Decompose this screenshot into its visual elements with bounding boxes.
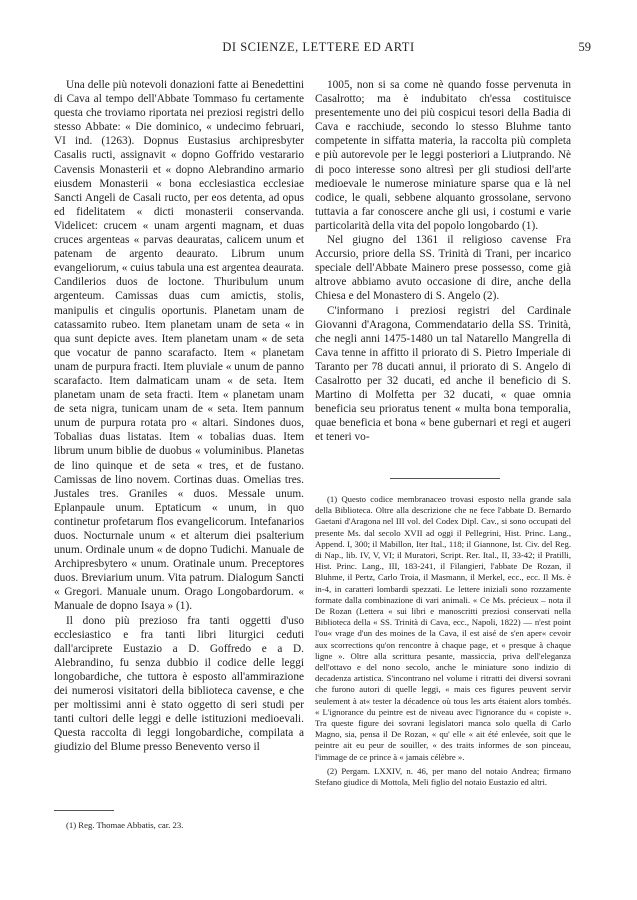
right-paragraph-1: 1005, non si sa come nè quando fosse pervenuta in Casalrotto; ma è indubitato ch'essa costituisce presentemente uno dei più cospicui tesori della Badia di Cava e racchiude, secondo lo stesso Bluhme tanto competente in siffatta materia, la raccolta più completa e più autorevole per le leggi posteriori a Liutprando. Nè di poco interesse sono altresì per gli studiosi dell'arte medioevale le numerose miniature sparse qua e là nel codice, le quali, sebbene alquanto grossolane, servono tuttavia a far conoscere anche gli usi, i costumi e varie particolarità della vita del popolo longobardo (1). (315, 79, 571, 232)
right-column (315, 78, 571, 444)
left-column (54, 78, 304, 755)
page-header (0, 38, 637, 58)
footnote-left-1: (1) Reg. Thomae Abbatis, car. 23. (66, 820, 184, 830)
footnote-right-1: (1) Questo codice membranaceo trovasi esposto nella grande sala della Biblioteca. Oltre alla descrizione che ne fece l'abbate D. Bernardo Gaetani d'Aragona nel III vol. del Codex Dipl. Cav., si sono occupati del presente Ms. dal secolo XVII ad oggi il Pellegrini, Hist. Princ. Lang., Append. I, 300; il Mabillon, Iter Ital., 118; il Giannone, Ist. Civ. del Reg. di Nap., lib. IV, V, VI; il Muratori, Script. Rer. Ital., II, 33-42; il Pratilli, Hist. Princ. Lang., III, 183-241, il Filangieri, l'abbate De Rozan, il Bluhme, il Pertz, Carlo Troia, il Masmann, il Merkel, ecc., ecc. Il Ms. è in-4, in caratteri lombardi spezzati. Le lettere iniziali sono rozzamente formate dalla combinazione di vari animali. « Ce Ms. précieux – nota il De Rozan (Lettera « sui libri e manoscritti preziosi conservati nella Biblioteca della « SS. Trinità di Cava, ecc., Napoli, 1822) — n'est point l'ou« vrage d'un des moines de la Cava, il est aisé de s'en aper« cevoir aux scorrections qu'on rencontre à chaque page, et « presque à chaque ligne ». Oltre alla scrittura pesante, massiccia, priva dell'eleganza dell'ottavo e del nono secolo, anche le miniature sono indizio di decadenza artistica. S'incontrano nel volume i ritratti dei diversi sovrani che furono autori di quelle leggi, « mais ces figures peuvent servir seulement à at« tester la décadence où tous les arts étaient alors tombés. « L'ignorance du peintre est de niveau avec l'ignorance du « copiste ». Tra queste figure dei sovrani legislatori manca solo quella di Carlo Magno, sia, pensa il De Rozan, « qu' elle « ait été enlevée, soit que le peintre ait eu peur de souiller, « des traits informes de son pinceau, l'immage de ce prince à « jamais célèbre ». (315, 494, 571, 762)
left-paragraph-2: Il dono più prezioso fra tanti oggetti d'uso ecclesiastico e fra tanti libri liturgici ceduti dall'arciprete Eustazio a D. Goffredo e a D. Alebrandino, fu senza dubbio il codice delle leggi longobardiche, che tuttora è esposto all'ammirazione dei numerosi visitatori della biblioteca cavense, e che per moltissimi anni è stato oggetto di seri studi per tanti cultori delle leggi e delle istituzioni medioevali. Questa raccolta di leggi longobardiche, compilata a giudizio del Blume presso Benevento verso il (54, 614, 304, 754)
right-footnotes (315, 494, 571, 788)
left-paragraph-1: Una delle più notevoli donazioni fatte ai Benedettini di Cava al tempo dell'Abbate Tommaso fu certamente questa che troviamo riportata nei preziosi registri dello stesso Abbate: « Die dominico, « undecimo februari, VI ind. (1263). Dopnus Eustasius archipresbyter Casalis ructi, assignavit « dopno Goffrido vestarario Cavensis Monasterii et « dopno Alebrandino armario eiusdem Monasterii « bona ecclesiastica ecclesiae Sancti Angeli de Casali ructo, per eos detenta, ad opus ed fidelitatem « dicti monasterii conservanda. Videlicet: crucem « unam argenti magnam, et duas cruces argenteas « parvas deauratas, calicem unum et patenam de argento deaurato. Librum unum evangeliorum, « cuius tabula una est argentea deaurata. Candilerios duos de loctone. Thuribulum unum argenteum. Camissas duas cum amictis, stolis, manipulis et cingulis oportunis. Planetam unam de catassamito rubeo. Item planetam unam de seta « in qua sunt depicte aves. Item planetam unam « de seta que vocatur de panno scarafacto. Item « planetam unam de purpura fracti. Item pluviale « unum de panno scarafacto. Item dalmaticam unam « de seta. Item planetam unam de seta fracti. Item « planetam unam de seta nigra, tunicam unam de « seta. Item pannum unum de purpura rotata pro « altari. Sindones duos, Tobalias duas listatas. Item « tobalias duas. Item librum unum biblie de duobus « voluminibus. Planetas de lino quinque et de seta « tres, et de fustano. Camissas de lino novem. Cortinas duas. Omelias tres. Justales tres. Graniles « duos. Messale unum. Eplanpaule unum. Eptaticum « unum, in quo continetur profetarum flos evangelicorum. Intefanarios duos. Nocturnale unum « et alterum diei psalterium unum. Ordinale unum « de dopno Tudichi. Manuale de Archipresbytero « unum. Oratinale unum. Preceptores duos. Breviarium unum. Vita patrum. Dialogum Sancti « Gregori. Manuale unum. Orago Longobardorum. « Manuale de dopno Isaya » (1). (54, 79, 304, 613)
running-title: DI SCIENZE, LETTERE ED ARTI (222, 40, 415, 54)
right-paragraph-2: Nel giugno del 1361 il religioso cavense Fra Accursio, priore della SS. Trinità di Trani, per incarico speciale dell'Abbate Mainero prese possesso, come già altrove abbiamo avuto occasione di dire, anche della Chiesa e del Monastero di S. Angelo (2). (315, 234, 571, 303)
right-paragraph-3: C'informano i preziosi registri del Cardinale Giovanni d'Aragona, Commendatario della SS. Trinità, che negli anni 1475-1480 un tal Natarello Mangrella di Cava tenne in affitto il priorato di S. Pietro Imperiale di Taranto per 78 ducati annui, il priorato di S. Angelo di Casalrotto per 32 ducati, ed anche il beneficio di S. Martino di Molfetta per 32 ducati, « quae omnia beneficia seu prioratus tenent « multa bona temporalia, quae beneficia et bona « bene gubernari et regi et augeri et teneri vo- (315, 304, 571, 444)
footnote-right-2: (2) Pergam. LXXIV, n. 46, per mano del notaio Andrea; firmano Stefano giudice di Mottola, Meli figlio del notaio Eustazio ed altri. (315, 765, 571, 788)
left-footnotes (54, 820, 304, 831)
footnote-divider-right (390, 478, 500, 479)
footnote-divider-left (54, 810, 114, 811)
page-number: 59 (578, 40, 591, 54)
